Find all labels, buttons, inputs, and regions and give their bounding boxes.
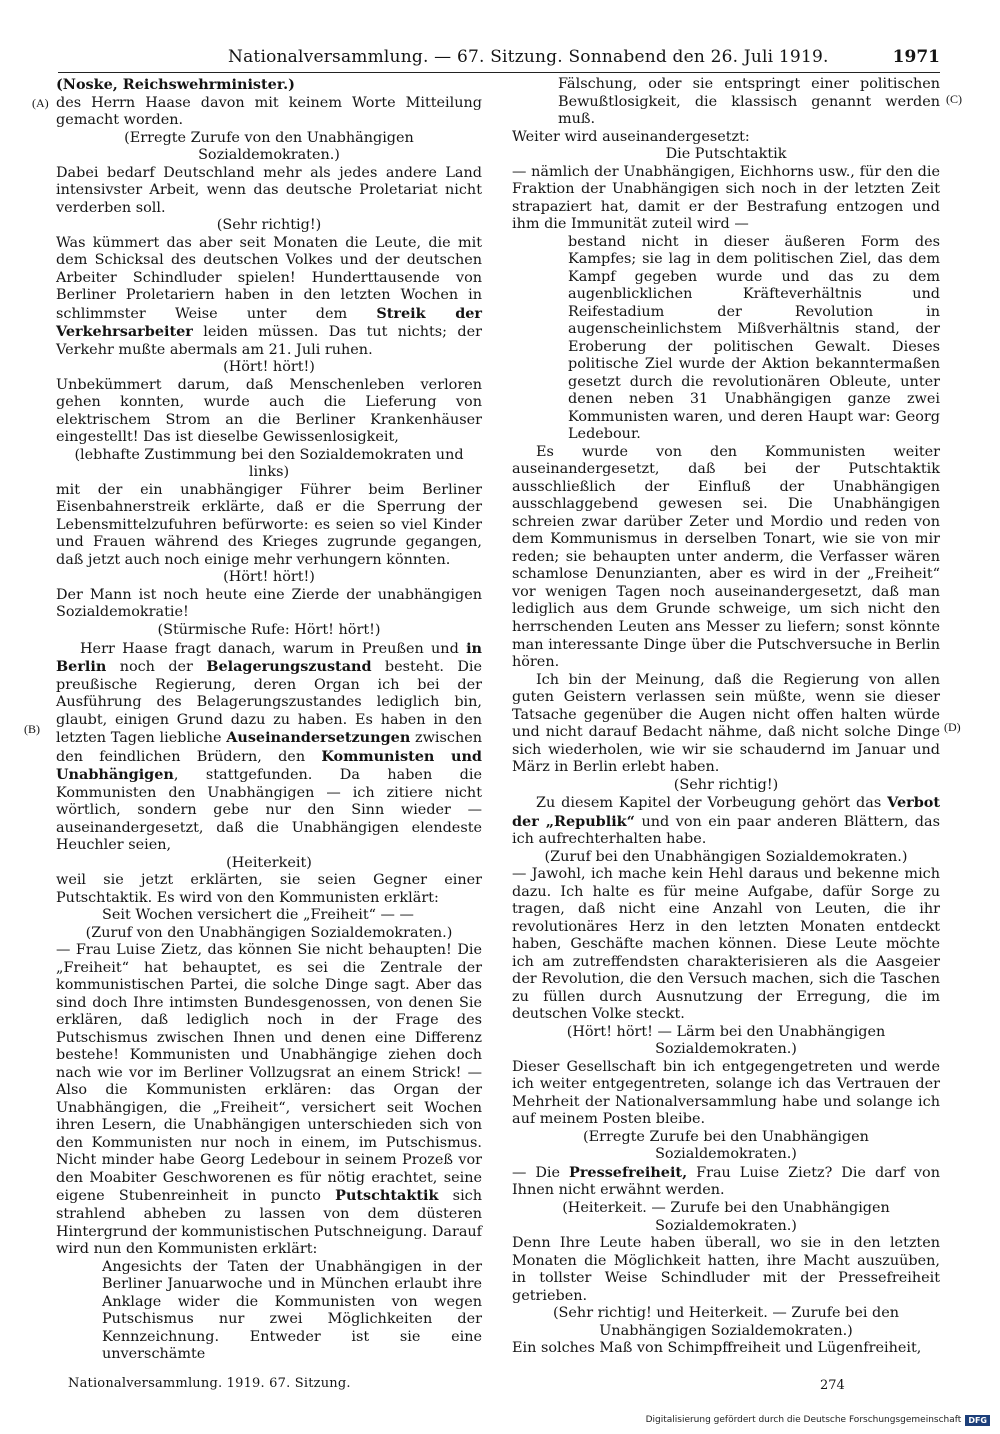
interjection: (Sehr richtig! und Heiterkeit. — Zurufe bei den Unabhängigen Sozialdemokraten.) — [552, 1305, 900, 1339]
paragraph — [512, 794, 940, 849]
text-run: , stattgefunden. Da haben die Kommunisten den Unabhängigen — ich zitiere nicht wörtlich, sondern gebe nur den Sinn wieder — auseinandergesetzt, daß die Unabhängigen elendeste Heuchler seien, — [56, 767, 482, 854]
footer-signature: Nationalversammlung. 1919. 67. Sitzung. — [68, 1376, 351, 1391]
margin-marker-c: (C) — [946, 92, 962, 106]
interjection: (Zuruf von den Unabhängigen Sozialdemokraten.) — [85, 924, 453, 941]
interjection: (Zuruf bei den Unabhängigen Sozialdemokraten.) — [544, 848, 908, 865]
interjection: (lebhafte Zustimmung bei den Sozialdemokraten und links) — [74, 446, 464, 481]
text-run: Herr Haase fragt danach, warum in Preußen und — [80, 640, 467, 657]
paragraph: weil sie jetzt erklärten, sie seien Gegner einer Putschtaktik. Es wird von den Kommunisten erklärt: — [56, 872, 482, 906]
digitization-text: Digitalisierung gefördert durch die Deutsche Forschungsgemeinschaft — [645, 1415, 962, 1425]
header-title: Nationalversammlung. — 67. Sitzung. Sonnabend den 26. Juli 1919. — [228, 47, 829, 67]
paragraph: Weiter wird auseinandergesetzt: — [512, 128, 750, 145]
paragraph: Es wurde von den Kommunisten weiter auseinandergesetzt, daß bei der Putschtaktik ausschließlich der Einfluß der Unabhängigen ausschlaggebend gewesen sei. Die Unabhängigen schreien zwar darüber Zeter und Mordio und reden von dem Kommunismus in derselben Tonart, wie sie von mir reden; sie behaupten unter anderm, die Verfasser wären schamlose Denunzianten, aber es wird in der „Freiheit“ vor wenigen Tagen noch auseinandergesetzt, daß man lediglich aus dem Grunde schweige, um sich nicht den herrschenden Leuten ans Messer zu liefern; sonst könnte man interessante Dinge über die Putschversuche in Berlin hören. — [512, 443, 940, 671]
bold-text: Putschtaktik — [335, 1187, 439, 1205]
paragraph — [56, 640, 482, 855]
paragraph — [56, 942, 482, 1258]
interjection: (Erregte Zurufe von den Unabhängigen Sozialdemokraten.) — [124, 129, 414, 164]
quote: Seit Wochen versichert die „Freiheit“ — — — [102, 907, 414, 924]
left-column — [56, 76, 482, 1364]
interjection: (Erregte Zurufe bei den Unabhängigen Sozialdemokraten.) — [583, 1128, 869, 1163]
quote-heading: Die Putschtaktik — [665, 146, 787, 163]
paragraph: Denn Ihre Leute haben überall, wo sie in den letzten Monaten die Möglichkeit hatten, ihre Macht auszuüben, in tollster Weise Schindluder mit der Pressefreiheit getrieben. — [512, 1235, 940, 1304]
page-number: 1971 — [892, 47, 940, 67]
paragraph: Unbekümmert darum, daß Menschenleben verloren gehen konnten, wurde auch die Lieferung von elektrischem Strom an die Berliner Krankenhäuser eingestellt! Das ist dieselbe Gewissenlosigkeit, — [56, 376, 482, 446]
footer-sheet-number: 274 — [820, 1378, 845, 1393]
margin-marker-b: (B) — [24, 722, 40, 736]
text-run: besteht. Die preußische Regierung, deren Organ ich bei der Ausführung des Belagerungszustandes lediglich bin, glaubt, einigen Grund dazu zu haben. Es haben in den letzten Tagen liebliche — [56, 659, 482, 747]
bold-text: Verbot der „Republik“ — [512, 794, 940, 830]
paragraph: Ich bin der Meinung, daß die Regierung von allen guten Geistern verlassen sein müßte, wenn sie dieser Tatsache gegenüber die Augen nicht offen halten würde und nicht darauf Bedacht nähme, daß nicht solche Dinge sich wiederholen, wie wir sie schaudernd im Januar und März in Berlin erlebt haben. — [512, 671, 940, 776]
bold-text: Kommunisten und Unabhängigen — [56, 747, 482, 784]
bold-text: Pressefreiheit, — [569, 1163, 688, 1181]
text-run: Frau Luise Zietz? Die darf von Ihnen nicht erwähnt werden. — [512, 1164, 940, 1199]
bold-text: in Berlin — [56, 639, 482, 676]
quote: Fälschung, oder sie entspringt einer politischen Bewußtlosigkeit, die klassisch genannt werden muß. — [558, 76, 940, 128]
interjection: (Hört! hört! — Lärm bei den Unabhängigen Sozialdemokraten.) — [566, 1023, 886, 1058]
text-run: — Die — [512, 1164, 570, 1181]
paragraph: mit der ein unabhängiger Führer beim Berliner Eisenbahnerstreik erklärte, daß er die Sperrung der Lebensmittelzufuhren befürworte: es seien so viel Kinder und Frauen während des Krieges zugrunde gegangen, daß jetzt auch noch einige mehr verhungern könnten. — [56, 481, 482, 568]
interjection: (Heiterkeit) — [226, 854, 312, 871]
speaker-label — [56, 76, 482, 95]
paragraph — [512, 1164, 940, 1200]
text-run: Zu diesem Kapitel der Vorbeugung gehört das — [536, 795, 888, 812]
interjection: (Sehr richtig!) — [673, 776, 779, 793]
paragraph: des Herrn Haase davon mit keinem Worte Mitteilung gemacht worden. — [56, 94, 482, 129]
paragraph: Dieser Gesellschaft bin ich entgegengetreten und werde ich weiter entgegentreten, solange ich das Vertrauen der Mehrheit der Nationalversammlung habe und solange ich auf meinem Posten bleibe. — [512, 1058, 940, 1128]
text-run: — Frau Luise Zietz, das können Sie nicht behaupten! Die „Freiheit“ hat behauptet, es sei die Zentrale der kommunistischen Partei, die solche Dinge sagt. Aber das sind doch Ihre intimsten Bundesgenossen, von denen Sie erklären, daß lediglich noch in der Frage des Putschismus zwischen Ihnen und denen eine Differenz bestehe! Kommunisten und Unabhängige ziehen doch nach wie vor im Berliner Vollzugsrat an einem Strick! — Also die Kommunisten erklären: das Organ der Unabhängigen, die „Freiheit“, versichert seit Wochen ihren Lesern, die Unabhängigen unterschieden sich von den Kommunisten nur noch in einem, im Putschismus. Nicht minder habe Georg Ledebour in seinem Prozeß vor den Moabiter Geschworenen es für nötig erachtet, seine eigene Stubenreinheit in puncto — [56, 942, 482, 1205]
interjection: (Stürmische Rufe: Hört! hört!) — [157, 621, 381, 638]
quote: bestand nicht in dieser äußeren Form des Kampfes; sie lag in dem politischen Ziel, das dem Kampf gegeben wurde und das zu dem augenblicklichen Kräfteverhältnis und Reifestadium der Revolution in augenscheinlichstem Mißverhältnis stand, der Eroberung der politischen Gewalt. Dieses politische Ziel wurde der Aktion bekanntermaßen gesetzt durch die revolutionären Obleute, unter denen neben 31 Unabhängigen ganze zwei Kommunisten waren, und deren Haupt war: Georg Ledebour. — [568, 233, 940, 443]
margin-marker-d: (D) — [944, 720, 961, 734]
interjection: (Heiterkeit. — Zurufe bei den Unabhängigen Sozialdemokraten.) — [562, 1200, 890, 1234]
interjection: (Sehr richtig!) — [216, 217, 322, 234]
text-run: leiden müssen. Das tut nichts; der Verkehr mußte abermals am 21. Juli ruhen. — [56, 324, 482, 358]
dfg-logo-icon: DFG — [965, 1415, 990, 1426]
interjection: (Hört! hört!) — [223, 359, 315, 376]
text-run: sich strahlend abheben zu lassen von dem düsteren Hintergrund der kommunistischen Putschneigung. Darauf wird nun den Kommunisten erklärt: — [56, 1188, 482, 1258]
speaker-name: (Noske, Reichswehrminister.) — [56, 76, 295, 93]
text-run: Was kümmert das aber seit Monaten die Leute, die mit dem Schicksal des deutschen Volkes und der deutschen Arbeiter Schindluder spielen! Hunderttausende von Berliner Proletariern haben in den letzten Wochen in schlimmster Weise unter dem — [56, 234, 482, 322]
bold-text: Belagerungszustand — [206, 658, 372, 676]
paragraph — [56, 235, 482, 360]
paragraph: Dabei bedarf Deutschland mehr als jedes andere Land intensivster Arbeit, wenn das deutsche Proletariat nicht verderben soll. — [56, 164, 482, 216]
interjection: (Hört! hört!) — [223, 569, 315, 586]
paragraph: — nämlich der Unabhängigen, Eichhorns usw., für den die Fraktion der Unabhängigen sich noch in der letzten Zeit strapaziert hat, damit er der Bestrafung entzogen und ihm die Immunität zuteil wird — — [512, 163, 940, 233]
text-run: noch der — [106, 659, 207, 676]
paragraph: Der Mann ist noch heute eine Zierde der unabhängigen Sozialdemokratie! — [56, 586, 482, 621]
margin-marker-a: (A) — [32, 96, 49, 110]
paragraph: — Jawohl, ich mache kein Hehl daraus und bekenne mich dazu. Ich halte es für meine Aufgabe, dafür Sorge zu tragen, daß nicht eine Anzahl von Leuten, die ihr revolutionäres Herz in den letzten Monaten entdeckt haben, Geschäfte machen können. Diese Leute möchte ich am zutreffendsten charakterisieren als die Aasgeier der Revolution, die den Versuch machen, sich die Taschen zu füllen durch Ausnutzung der Erregung, die im deutschen Volke steckt. — [512, 866, 940, 1023]
page-header — [58, 46, 940, 73]
paragraph: Ein solches Maß von Schimpffreiheit und Lügenfreiheit, — [512, 1340, 922, 1357]
text-run: zwischen den feindlichen Brüdern, den — [56, 730, 482, 765]
bold-text: Auseinandersetzungen — [226, 729, 411, 747]
bold-text: Streik der Verkehrsarbeiter — [56, 304, 483, 341]
digitization-credit — [646, 1413, 990, 1427]
quote: Angesichts der Taten der Unabhängigen in der Berliner Januarwoche und in München erlaubt ihre Anklage wider die Kommunisten von wegen Putschismus nur zwei Möglichkeiten der Kennzeichnung. Entweder ist sie eine unverschämte — [102, 1258, 482, 1363]
right-column — [512, 76, 940, 1358]
text-run: und von ein paar anderen Blättern, das ich aufrechterhalten habe. — [512, 813, 940, 848]
